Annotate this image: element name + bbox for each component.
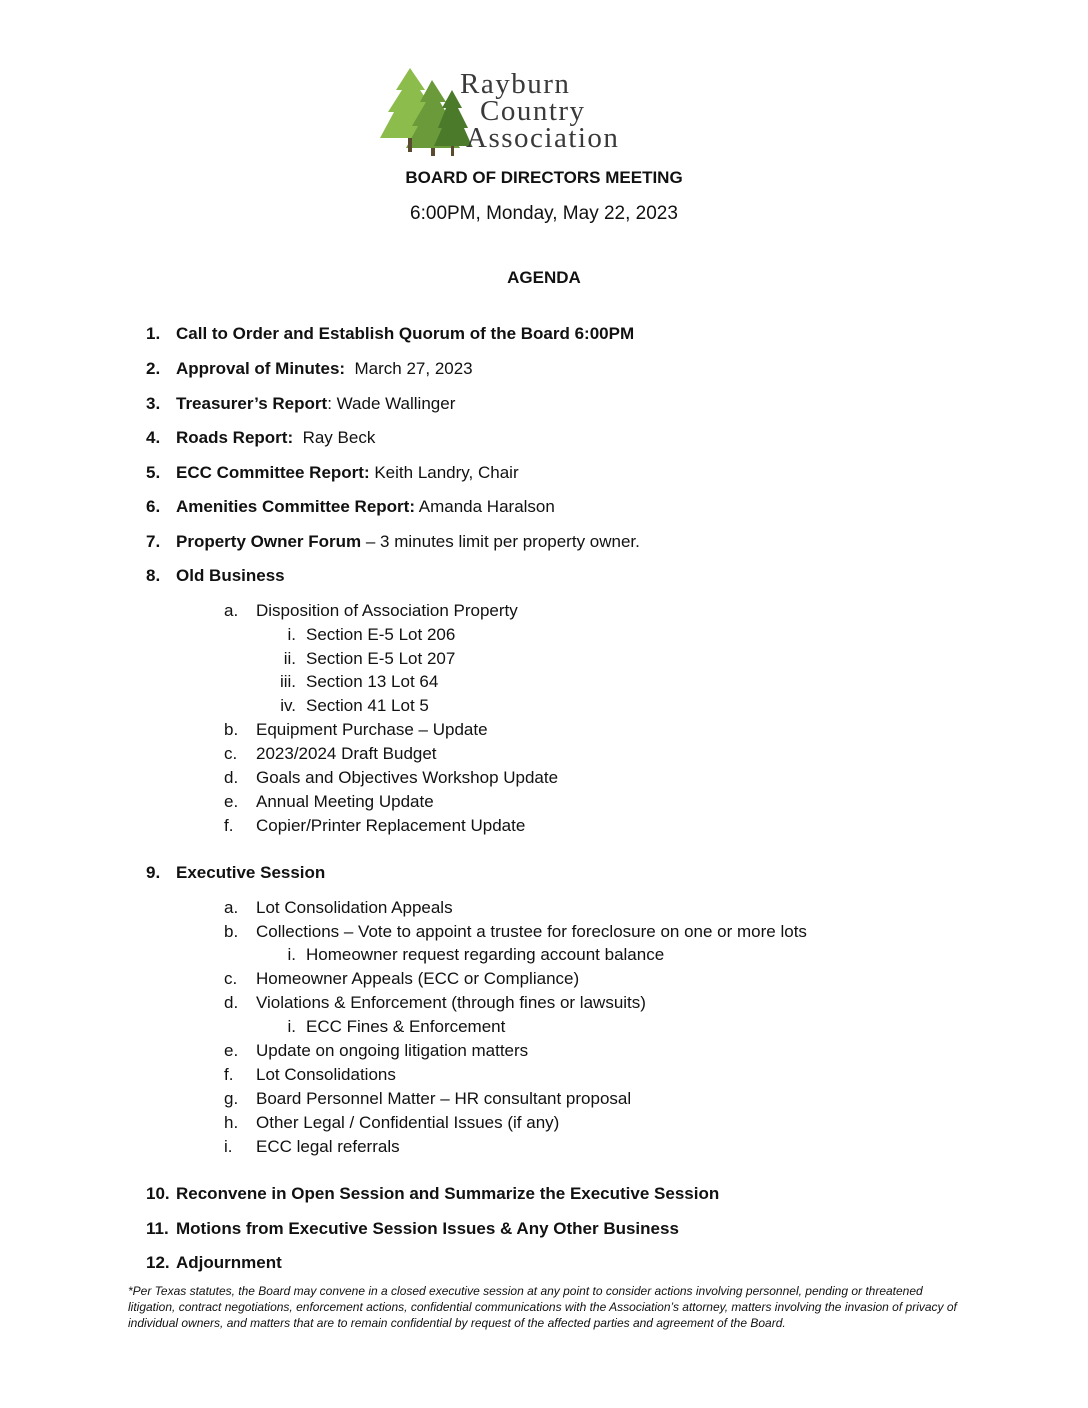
sub-item-label: a. — [224, 898, 239, 917]
agenda-title: AGENDA — [507, 268, 581, 287]
sub-item-label: f. — [224, 1065, 234, 1084]
logo-text-line2: Country — [480, 95, 586, 127]
item-label: Call to Order and Establish Quorum of the Board 6:00PM — [176, 324, 635, 343]
agenda-item-2 — [146, 359, 473, 379]
sub-item-label: b. — [224, 720, 239, 739]
item-number: 7. — [146, 532, 161, 551]
item-number: 1. — [146, 324, 161, 343]
agenda-item-5 — [146, 463, 519, 483]
association-logo — [380, 60, 710, 160]
sub-sub-item-text: Section E-5 Lot 206 — [306, 625, 456, 644]
property-lot-iii — [262, 672, 438, 692]
sub-sub-item-label: iii. — [279, 672, 296, 691]
sub-item-label: e. — [224, 1041, 239, 1060]
meeting-time: 6:00PM, Monday, May 22, 2023 — [410, 203, 678, 224]
item-number: 6. — [146, 497, 161, 516]
sub-item-text: Collections – Vote to appoint a trustee for foreclosure on one or more lots — [256, 922, 807, 941]
exec-item-f — [224, 1065, 396, 1085]
agenda-item-10 — [146, 1184, 719, 1204]
sub-item-label: i. — [224, 1137, 233, 1156]
agenda-item-4 — [146, 428, 375, 448]
sub-sub-item-text: ECC Fines & Enforcement — [306, 1017, 506, 1036]
agenda-item-7 — [146, 532, 640, 552]
item-detail: Ray Beck — [293, 428, 376, 447]
item-label: Amenities Committee Report: — [176, 497, 415, 516]
logo-text-line1: Rayburn — [460, 68, 571, 100]
sub-item-text: Lot Consolidations — [256, 1065, 396, 1084]
sub-item-text: 2023/2024 Draft Budget — [256, 744, 437, 763]
agenda-item-11 — [146, 1219, 679, 1239]
item-number: 11. — [146, 1219, 169, 1238]
sub-item-label: g. — [224, 1089, 239, 1108]
sub-sub-item-label: i. — [287, 945, 296, 964]
item-number: 3. — [146, 394, 161, 413]
property-lot-iv — [262, 696, 429, 716]
item-label: Property Owner Forum — [176, 532, 362, 551]
sub-sub-item-label: i. — [287, 1017, 296, 1036]
agenda-item-8 — [146, 566, 285, 586]
property-lot-ii — [262, 649, 455, 669]
item-number: 2. — [146, 359, 161, 378]
sub-sub-item-label: ii. — [283, 649, 296, 668]
meeting-title: BOARD OF DIRECTORS MEETING — [405, 168, 683, 187]
exec-item-d — [224, 993, 646, 1013]
sub-item-label: d. — [224, 993, 239, 1012]
item-number: 4. — [146, 428, 161, 447]
item-label: Executive Session — [176, 863, 326, 882]
exec-item-c — [224, 969, 579, 989]
executive-session-footnote: *Per Texas statutes, the Board may convene in a closed executive session at any point to consider actions involving personnel, pending or threatened litigation, contract negotiations, enforcement actions, confidential communications with the Association’s attorney, matters involving the invasion of privacy of individual owners, and matters that are to remain confidential by request of the affected parties and agreement of the Board. — [128, 1284, 957, 1330]
sub-sub-item-text: Section E-5 Lot 207 — [306, 649, 456, 668]
sub-item-label: b. — [224, 922, 239, 941]
sub-sub-item-label: i. — [287, 625, 296, 644]
old-business-item-a — [224, 601, 518, 621]
item-detail: Keith Landry, Chair — [369, 463, 519, 482]
sub-item-text: Disposition of Association Property — [256, 601, 518, 620]
item-number: 10. — [146, 1184, 170, 1203]
exec-item-h — [224, 1113, 559, 1133]
violations-sub-i — [262, 1017, 505, 1037]
old-business-item-d — [224, 768, 558, 788]
item-label: Treasurer’s Report — [176, 394, 328, 413]
agenda-item-1 — [146, 324, 634, 344]
sub-item-label: a. — [224, 601, 239, 620]
item-number: 8. — [146, 566, 161, 585]
sub-item-text: Update on ongoing litigation matters — [256, 1041, 529, 1060]
logo-text-line3: Association — [466, 122, 620, 154]
property-lot-i — [262, 625, 455, 645]
item-label: Motions from Executive Session Issues & Any Other Business — [176, 1219, 679, 1238]
item-label: Approval of Minutes: — [176, 359, 346, 378]
exec-item-i — [224, 1137, 400, 1157]
item-detail: March 27, 2023 — [345, 359, 473, 378]
sub-item-text: Board Personnel Matter – HR consultant proposal — [256, 1089, 632, 1108]
sub-item-text: Homeowner Appeals (ECC or Compliance) — [256, 969, 580, 988]
sub-item-text: Copier/Printer Replacement Update — [256, 816, 526, 835]
agenda-item-6 — [146, 497, 555, 517]
item-number: 9. — [146, 863, 161, 882]
old-business-item-b — [224, 720, 488, 740]
item-label: Adjournment — [176, 1253, 282, 1272]
item-detail: Amanda Haralson — [414, 497, 555, 516]
item-label: Reconvene in Open Session and Summarize the Executive Session — [176, 1184, 720, 1203]
sub-item-text: Annual Meeting Update — [256, 792, 434, 811]
item-number: 5. — [146, 463, 161, 482]
sub-sub-item-label: iv. — [280, 696, 296, 715]
sub-item-text: Other Legal / Confidential Issues (if any) — [256, 1113, 560, 1132]
agenda-item-12 — [146, 1253, 282, 1273]
sub-item-label: c. — [224, 744, 238, 763]
item-label: Old Business — [176, 566, 285, 585]
sub-item-text: Goals and Objectives Workshop Update — [256, 768, 559, 787]
item-label: Roads Report: — [176, 428, 294, 447]
sub-item-text: ECC legal referrals — [256, 1137, 400, 1156]
item-label: ECC Committee Report: — [176, 463, 370, 482]
old-business-item-f — [224, 816, 525, 836]
sub-sub-item-text: Homeowner request regarding account balance — [306, 945, 665, 964]
sub-sub-item-text: Section 41 Lot 5 — [306, 696, 429, 715]
item-number: 12. — [146, 1253, 170, 1272]
sub-item-label: c. — [224, 969, 238, 988]
sub-item-label: e. — [224, 792, 239, 811]
exec-item-b — [224, 922, 807, 942]
exec-item-a — [224, 898, 453, 918]
exec-item-e — [224, 1041, 528, 1061]
sub-sub-item-text: Section 13 Lot 64 — [306, 672, 439, 691]
sub-item-text: Equipment Purchase – Update — [256, 720, 488, 739]
sub-item-text: Violations & Enforcement (through fines or lawsuits) — [256, 993, 646, 1012]
collections-sub-i — [262, 945, 664, 965]
exec-item-g — [224, 1089, 631, 1109]
sub-item-label: f. — [224, 816, 234, 835]
sub-item-label: h. — [224, 1113, 239, 1132]
sub-item-text: Lot Consolidation Appeals — [256, 898, 453, 917]
sub-item-label: d. — [224, 768, 239, 787]
old-business-item-e — [224, 792, 434, 812]
item-detail: : Wade Wallinger — [327, 394, 456, 413]
item-detail: – 3 minutes limit per property owner. — [361, 532, 640, 551]
agenda-item-3 — [146, 394, 455, 414]
old-business-item-c — [224, 744, 437, 764]
agenda-item-9 — [146, 863, 325, 883]
